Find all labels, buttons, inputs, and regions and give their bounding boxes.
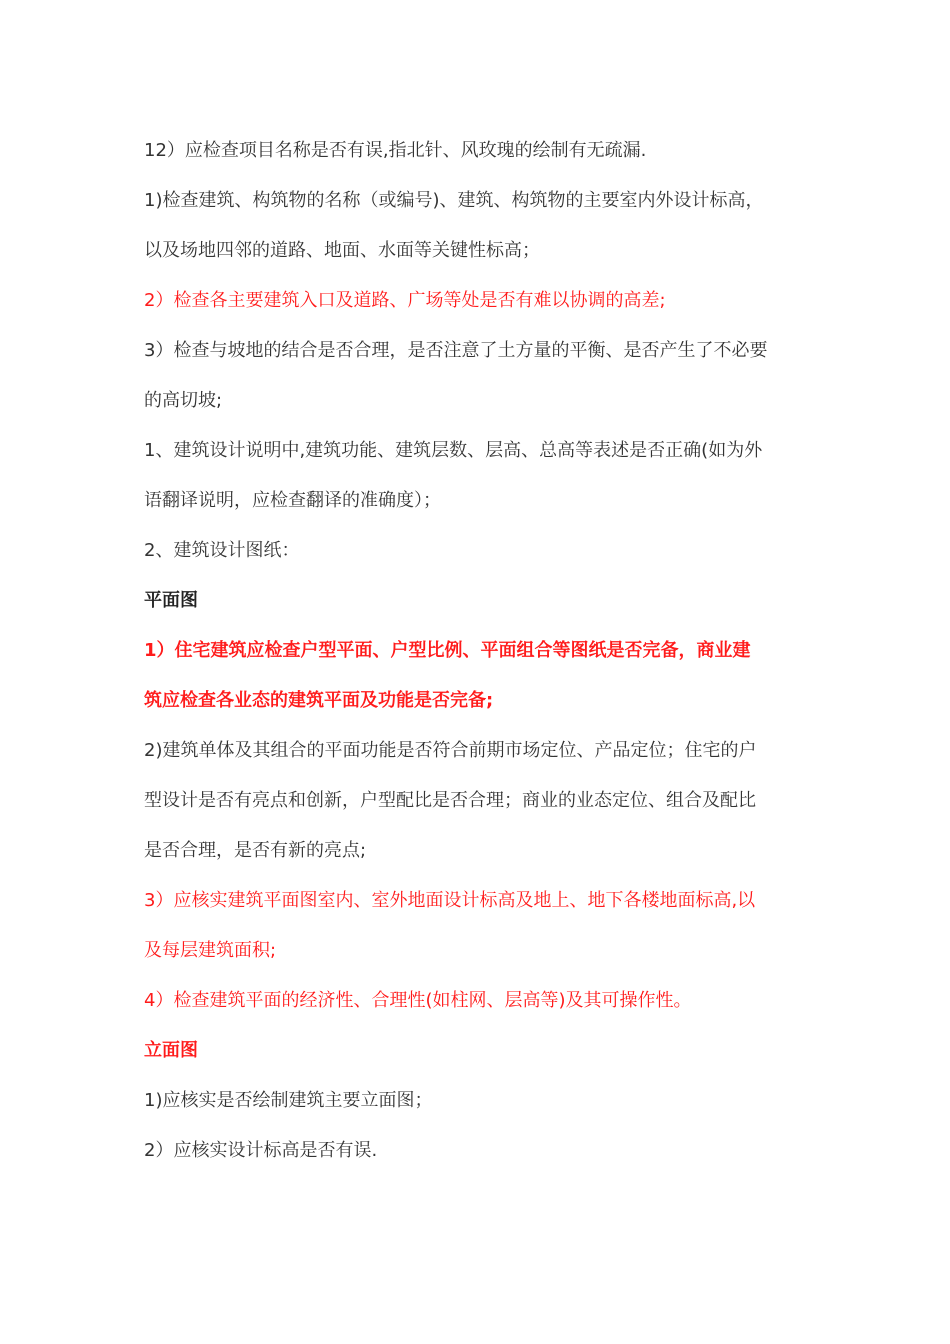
floor-plan-item-1-continued: 筑应检查各业态的建筑平面及功能是否完备; [144,690,494,711]
elevation-item-1: 1)应核实是否绘制建筑主要立面图； [144,1090,433,1111]
floor-plan-item-2-continued-a: 型设计是否有亮点和创新，户型配比是否合理；商业的业态定位、组合及配比 [144,790,756,811]
floor-plan-item-2: 2)建筑单体及其组合的平面功能是否符合前期市场定位、产品定位；住宅的户 [144,740,757,761]
floor-plan-item-3: 3）应核实建筑平面图室内、室外地面设计标高及地上、地下各楼地面标高,以 [144,890,756,911]
floor-plan-item-4: 4）检查建筑平面的经济性、合理性(如柱网、层高等)及其可操作性。 [144,990,692,1011]
floor-plan-item-1: 1）住宅建筑应检查户型平面、户型比例、平面组合等图纸是否完备，商业建 [144,640,751,661]
heading-floor-plan: 平面图 [144,590,198,611]
section-1-continued: 语翻译说明，应检查翻译的准确度）； [144,490,441,511]
item-1-continued: 以及场地四邻的道路、地面、水面等关键性标高； [144,240,540,261]
item-3-slope-integration: 3）检查与坡地的结合是否合理，是否注意了土方量的平衡、是否产生了不必要 [144,340,768,361]
floor-plan-item-3-continued: 及每层建筑面积; [144,940,277,961]
section-1-design-description: 1、建筑设计说明中,建筑功能、建筑层数、层高、总高等表述是否正确(如为外 [144,440,763,461]
item-1-building-names-elevations: 1)检查建筑、构筑物的名称（或编号)、建筑、构筑物的主要室内外设计标高， [144,190,764,211]
item-2-entrance-height-difference: 2）检查各主要建筑入口及道路、广场等处是否有难以协调的高差; [144,290,666,311]
heading-elevation: 立面图 [144,1040,198,1061]
item-3-continued: 的高切坡; [144,390,223,411]
floor-plan-item-2-continued-b: 是否合理，是否有新的亮点; [144,840,367,861]
item-12-project-name-check: 12）应检查项目名称是否有误,指北针、风玫瑰的绘制有无疏漏. [144,140,647,161]
elevation-item-2: 2）应核实设计标高是否有误. [144,1140,378,1161]
document-page [144,126,814,1176]
section-2-design-drawings: 2、建筑设计图纸： [144,540,300,561]
